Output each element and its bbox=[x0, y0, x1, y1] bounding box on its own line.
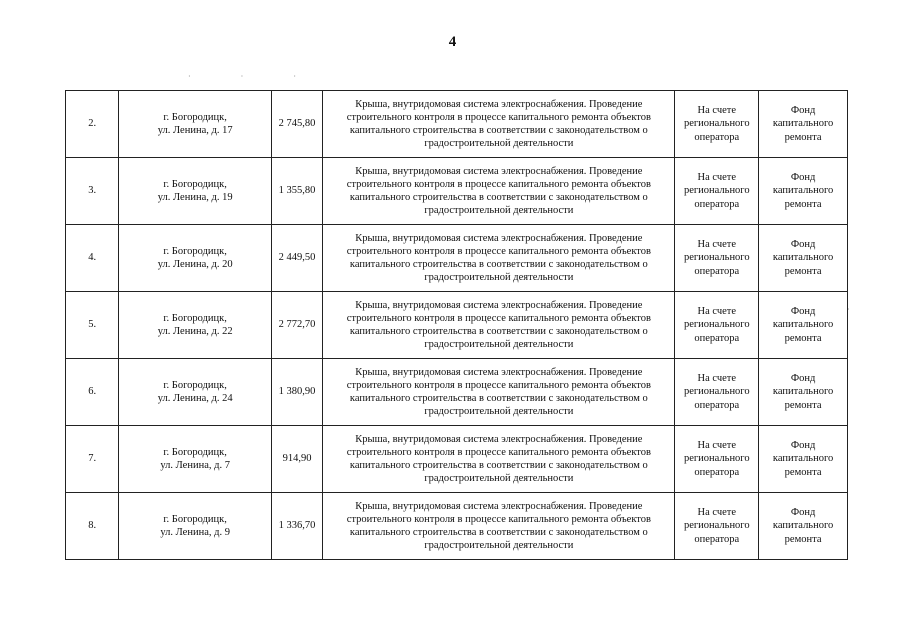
funding-source-cell-line: капитального bbox=[772, 252, 834, 264]
funding-source-cell-line: ремонта bbox=[784, 466, 822, 478]
area-cell: 1 355,80 bbox=[271, 158, 322, 225]
work-description-cell-line: градостроительной деятельности bbox=[424, 272, 574, 284]
work-description-cell-line: строительного контроля в процессе капитального ремонта объектов bbox=[346, 513, 651, 525]
address-cell bbox=[119, 359, 271, 426]
address-cell-line: г. Богородицк, bbox=[163, 111, 227, 123]
funding-source-cell-line: ремонта bbox=[784, 131, 822, 143]
account-owner-cell bbox=[675, 426, 759, 493]
work-description-cell-line: строительного контроля в процессе капитального ремонта объектов bbox=[346, 312, 651, 324]
funding-source-cell-line: капитального bbox=[772, 118, 834, 130]
account-owner-cell-line: регионального bbox=[683, 118, 750, 130]
row-number: 4. bbox=[66, 225, 119, 292]
funding-source-cell-line: Фонд bbox=[790, 373, 816, 385]
works-table bbox=[65, 90, 848, 560]
work-description-cell-line: капитального строительства в соответствии с законодательством о bbox=[349, 393, 648, 404]
table-row bbox=[66, 158, 848, 225]
work-description-cell-line: капитального строительства в соответствии с законодательством о bbox=[349, 326, 648, 337]
work-description-cell-line: строительного контроля в процессе капитального ремонта объектов bbox=[346, 379, 651, 391]
funding-source-cell-line: капитального bbox=[772, 185, 834, 197]
work-description-cell-line: градостроительной деятельности bbox=[424, 473, 574, 485]
address-cell bbox=[119, 225, 271, 292]
work-description-cell-line: капитального строительства в соответствии с законодательством о bbox=[349, 125, 648, 136]
page-number: 4 bbox=[448, 34, 457, 50]
address-cell bbox=[119, 292, 271, 359]
work-description-cell-line: строительного контроля в процессе капитального ремонта объектов bbox=[346, 111, 651, 123]
funding-source-cell bbox=[759, 359, 848, 426]
funding-source-cell-line: ремонта bbox=[784, 399, 822, 411]
account-owner-cell bbox=[675, 91, 759, 158]
funding-source-cell bbox=[759, 225, 848, 292]
work-description-cell bbox=[323, 158, 675, 225]
work-description-cell-line: градостроительной деятельности bbox=[424, 138, 574, 150]
address-cell-line: г. Богородицк, bbox=[163, 312, 227, 324]
work-description-cell-line: капитального строительства в соответствии с законодательством о bbox=[349, 460, 648, 471]
account-owner-cell bbox=[675, 359, 759, 426]
account-owner-cell-line: На счете bbox=[697, 306, 737, 318]
account-owner-cell-line: На счете bbox=[697, 105, 737, 117]
work-description-cell-line: градостроительной деятельности bbox=[424, 540, 574, 552]
account-owner-cell-line: регионального bbox=[683, 319, 750, 331]
address-cell-line: г. Богородицк, bbox=[163, 513, 227, 525]
work-description-cell bbox=[323, 91, 675, 158]
account-owner-cell bbox=[675, 493, 759, 560]
work-description-cell-line: градостроительной деятельности bbox=[424, 205, 574, 217]
account-owner-cell-line: регионального bbox=[683, 453, 750, 465]
address-cell-line: ул. Ленина, д. 20 bbox=[157, 259, 233, 270]
row-number: 3. bbox=[66, 158, 119, 225]
funding-source-cell-line: ремонта bbox=[784, 198, 822, 210]
work-description-cell bbox=[323, 225, 675, 292]
works-table-body bbox=[66, 91, 848, 560]
account-owner-cell-line: регионального bbox=[683, 520, 750, 532]
funding-source-cell-line: капитального bbox=[772, 386, 834, 398]
funding-source-cell-line: Фонд bbox=[790, 507, 816, 519]
work-description-cell-line: Крыша, внутридомовая система электроснабжения. Проведение bbox=[355, 98, 643, 110]
work-description-cell-line: строительного контроля в процессе капитального ремонта объектов bbox=[346, 178, 651, 190]
scan-edge-mark: · bbox=[847, 305, 850, 314]
account-owner-cell-line: На счете bbox=[697, 373, 737, 385]
area-cell: 1 336,70 bbox=[271, 493, 322, 560]
address-cell-line: ул. Ленина, д. 9 bbox=[160, 527, 230, 538]
funding-source-cell bbox=[759, 158, 848, 225]
address-cell-line: ул. Ленина, д. 7 bbox=[160, 460, 230, 471]
account-owner-cell-line: На счете bbox=[697, 172, 737, 184]
account-owner-cell-line: оператора bbox=[694, 466, 740, 478]
funding-source-cell-line: Фонд bbox=[790, 105, 816, 117]
work-description-cell-line: градостроительной деятельности bbox=[424, 339, 574, 351]
work-description-cell bbox=[323, 493, 675, 560]
work-description-cell-line: Крыша, внутридомовая система электроснабжения. Проведение bbox=[355, 500, 643, 512]
table-row bbox=[66, 359, 848, 426]
account-owner-cell-line: оператора bbox=[694, 131, 740, 143]
area-cell: 914,90 bbox=[271, 426, 322, 493]
area-cell: 1 380,90 bbox=[271, 359, 322, 426]
funding-source-cell-line: Фонд bbox=[790, 306, 816, 318]
account-owner-cell-line: На счете bbox=[697, 440, 737, 452]
area-cell: 2 449,50 bbox=[271, 225, 322, 292]
funding-source-cell-line: Фонд bbox=[790, 440, 816, 452]
row-number: 2. bbox=[66, 91, 119, 158]
row-number: 8. bbox=[66, 493, 119, 560]
work-description-cell-line: строительного контроля в процессе капитального ремонта объектов bbox=[346, 245, 651, 257]
funding-source-cell bbox=[759, 292, 848, 359]
funding-source-cell bbox=[759, 426, 848, 493]
scan-specks: · · · bbox=[188, 72, 320, 81]
account-owner-cell-line: оператора bbox=[694, 399, 740, 411]
row-number: 7. bbox=[66, 426, 119, 493]
address-cell-line: г. Богородицк, bbox=[163, 245, 227, 257]
address-cell bbox=[119, 493, 271, 560]
address-cell bbox=[119, 426, 271, 493]
address-cell-line: ул. Ленина, д. 22 bbox=[157, 326, 233, 337]
area-cell: 2 772,70 bbox=[271, 292, 322, 359]
work-description-cell-line: Крыша, внутридомовая система электроснабжения. Проведение bbox=[355, 165, 643, 177]
table-row bbox=[66, 91, 848, 158]
work-description-cell-line: Крыша, внутридомовая система электроснабжения. Проведение bbox=[355, 366, 643, 378]
address-cell-line: г. Богородицк, bbox=[163, 446, 227, 458]
funding-source-cell-line: Фонд bbox=[790, 172, 816, 184]
funding-source-cell-line: капитального bbox=[772, 319, 834, 331]
funding-source-cell-line: Фонд bbox=[790, 239, 816, 251]
table-row bbox=[66, 493, 848, 560]
account-owner-cell-line: оператора bbox=[694, 265, 740, 277]
work-description-cell-line: капитального строительства в соответствии с законодательством о bbox=[349, 259, 648, 270]
work-description-cell-line: капитального строительства в соответствии с законодательством о bbox=[349, 527, 648, 538]
account-owner-cell-line: На счете bbox=[697, 239, 737, 251]
account-owner-cell-line: оператора bbox=[694, 533, 740, 545]
account-owner-cell-line: оператора bbox=[694, 198, 740, 210]
funding-source-cell-line: ремонта bbox=[784, 332, 822, 344]
address-cell-line: ул. Ленина, д. 24 bbox=[157, 393, 233, 404]
address-cell-line: г. Богородицк, bbox=[163, 178, 227, 190]
account-owner-cell bbox=[675, 292, 759, 359]
row-number: 6. bbox=[66, 359, 119, 426]
account-owner-cell-line: оператора bbox=[694, 332, 740, 344]
work-description-cell-line: градостроительной деятельности bbox=[424, 406, 574, 418]
account-owner-cell-line: регионального bbox=[683, 386, 750, 398]
row-number: 5. bbox=[66, 292, 119, 359]
account-owner-cell-line: регионального bbox=[683, 185, 750, 197]
funding-source-cell bbox=[759, 91, 848, 158]
area-cell: 2 745,80 bbox=[271, 91, 322, 158]
address-cell bbox=[119, 158, 271, 225]
work-description-cell-line: строительного контроля в процессе капитального ремонта объектов bbox=[346, 446, 651, 458]
work-description-cell bbox=[323, 426, 675, 493]
account-owner-cell-line: регионального bbox=[683, 252, 750, 264]
address-cell-line: ул. Ленина, д. 17 bbox=[157, 125, 233, 136]
funding-source-cell bbox=[759, 493, 848, 560]
funding-source-cell-line: капитального bbox=[772, 453, 834, 465]
account-owner-cell bbox=[675, 158, 759, 225]
work-description-cell-line: Крыша, внутридомовая система электроснабжения. Проведение bbox=[355, 232, 643, 244]
address-cell bbox=[119, 91, 271, 158]
funding-source-cell-line: капитального bbox=[772, 520, 834, 532]
address-cell-line: г. Богородицк, bbox=[163, 379, 227, 391]
work-description-cell bbox=[323, 359, 675, 426]
funding-source-cell-line: ремонта bbox=[784, 265, 822, 277]
table-row bbox=[66, 292, 848, 359]
work-description-cell-line: Крыша, внутридомовая система электроснабжения. Проведение bbox=[355, 433, 643, 445]
funding-source-cell-line: ремонта bbox=[784, 533, 822, 545]
table-row bbox=[66, 426, 848, 493]
address-cell-line: ул. Ленина, д. 19 bbox=[157, 192, 233, 203]
account-owner-cell bbox=[675, 225, 759, 292]
work-description-cell-line: капитального строительства в соответствии с законодательством о bbox=[349, 192, 648, 203]
work-description-cell-line: Крыша, внутридомовая система электроснабжения. Проведение bbox=[355, 299, 643, 311]
table-row bbox=[66, 225, 848, 292]
work-description-cell bbox=[323, 292, 675, 359]
account-owner-cell-line: На счете bbox=[697, 507, 737, 519]
